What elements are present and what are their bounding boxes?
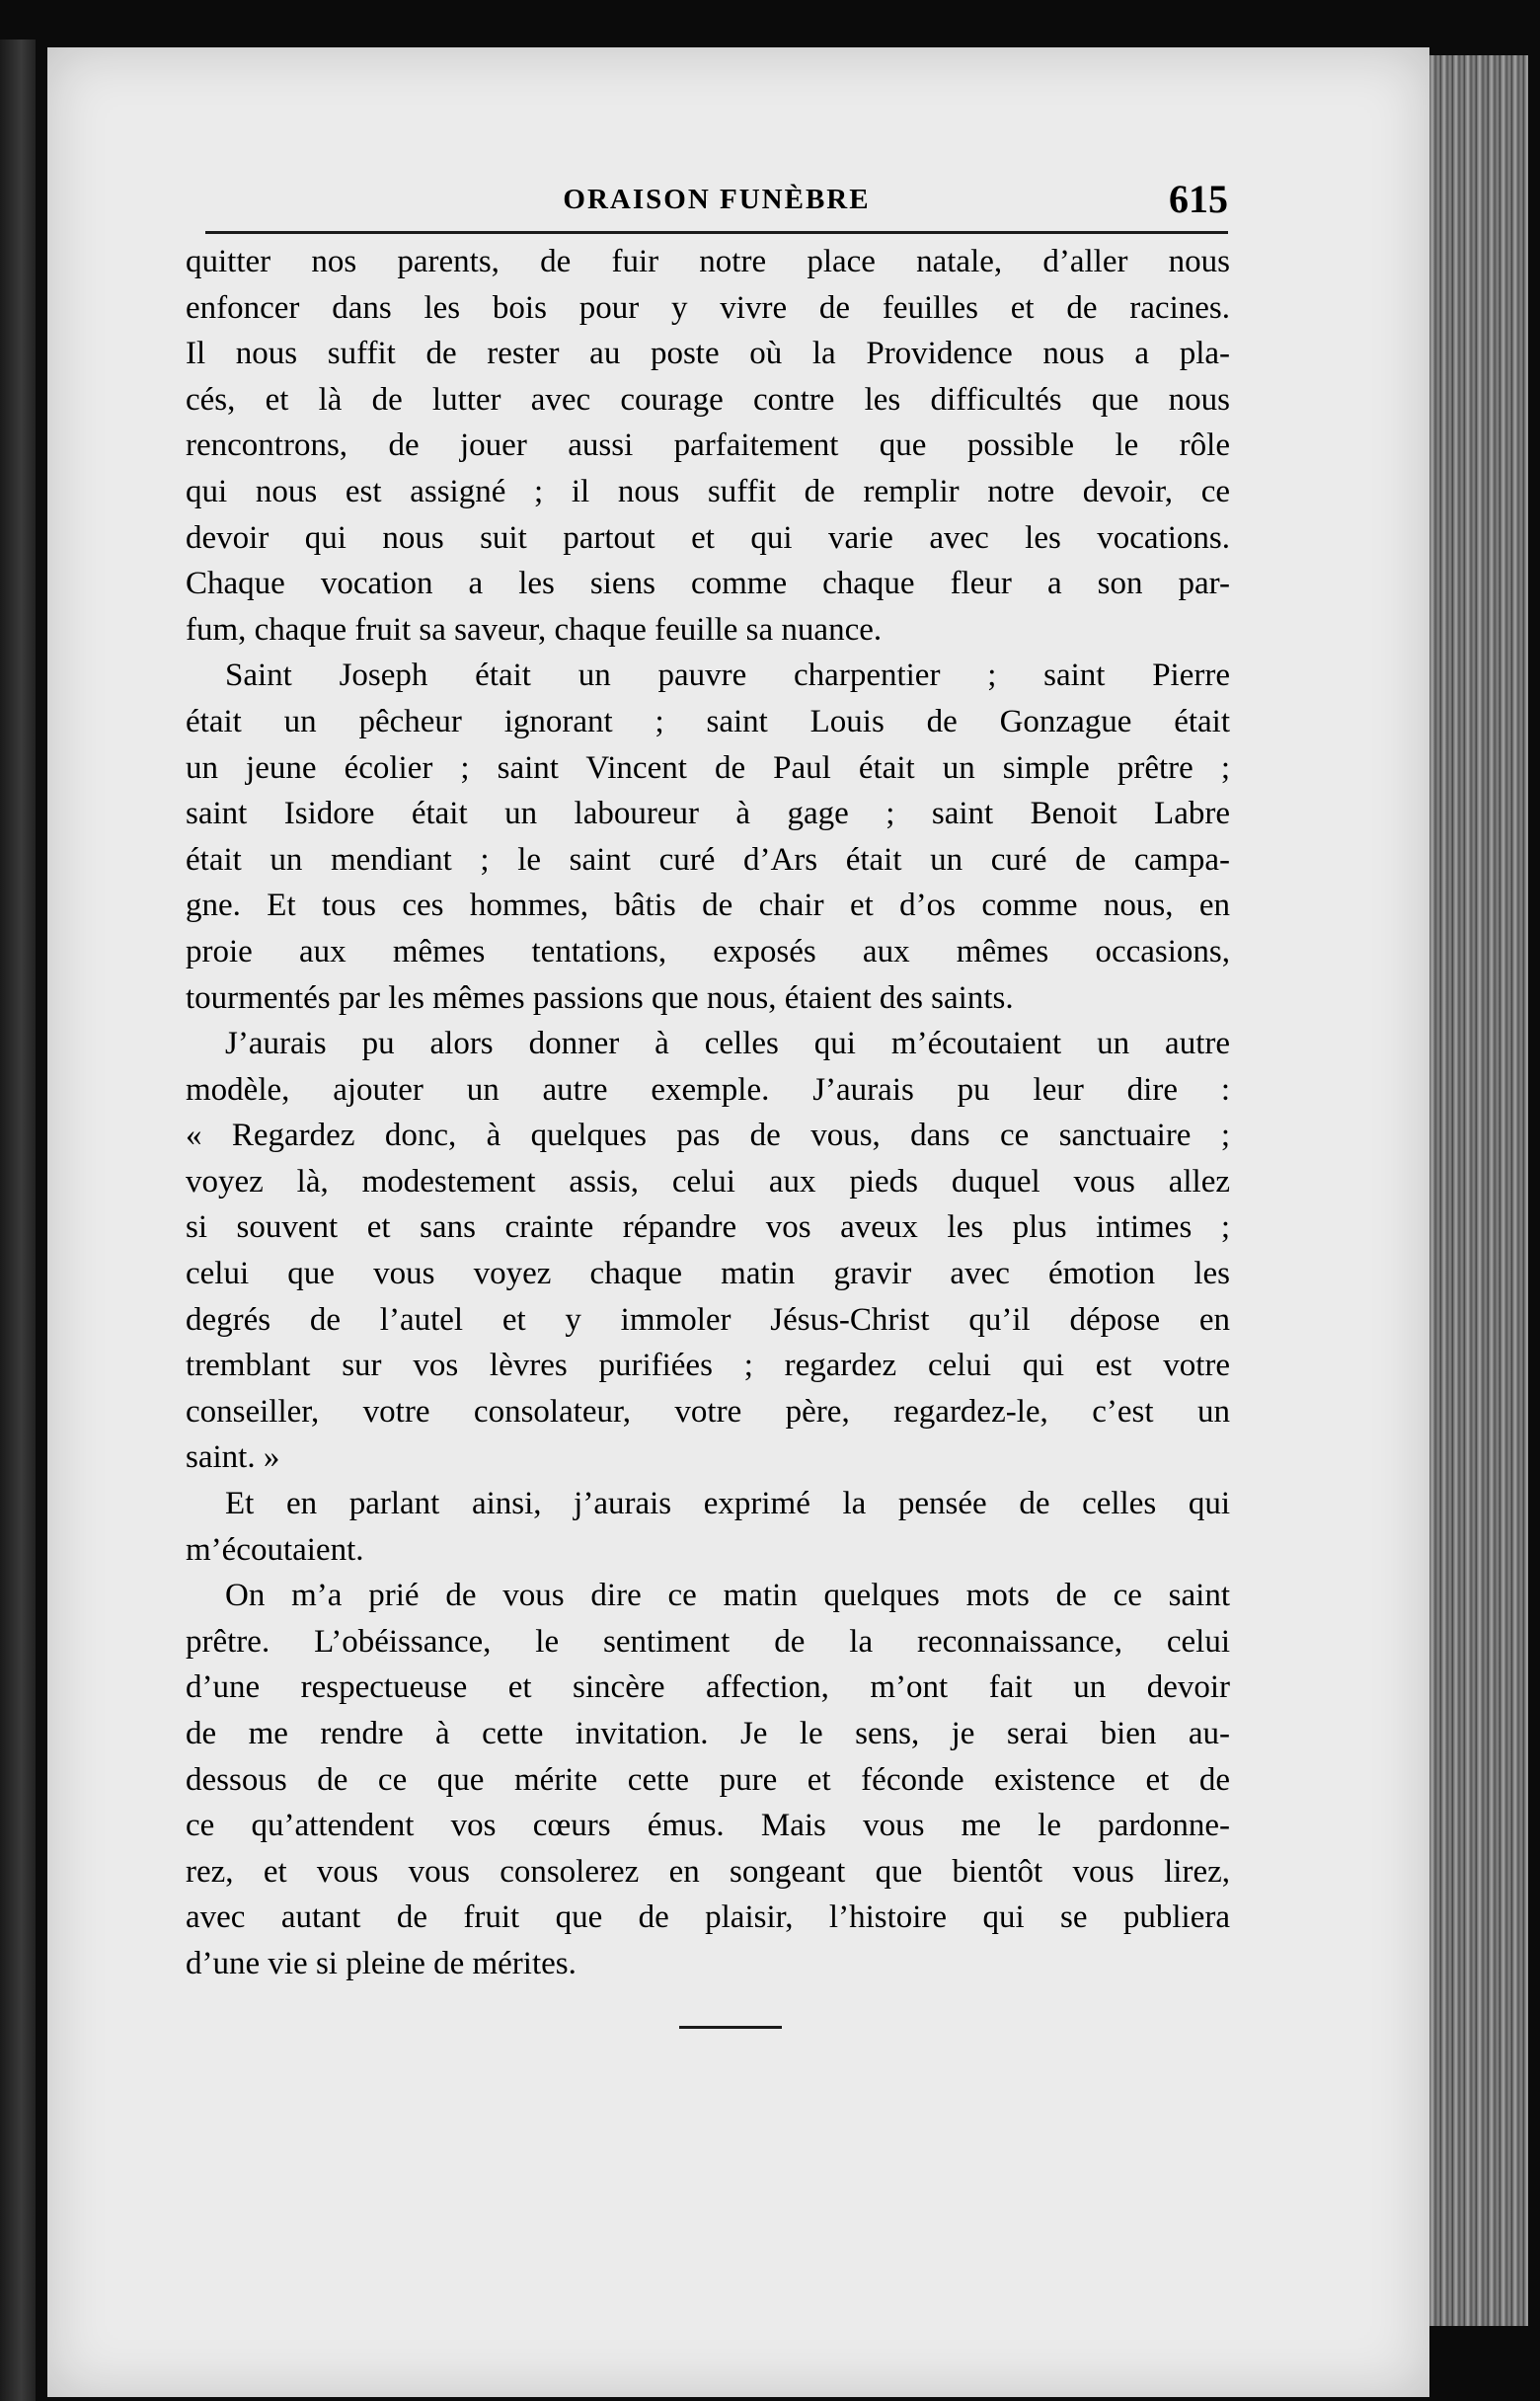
text-line: On m’a prié de vous dire ce matin quelques mots de ce saint <box>225 1578 1230 1614</box>
text-line: si souvent et sans crainte répandre vos aveux les plus intimes ; <box>186 1209 1230 1246</box>
text-line: gne. Et tous ces hommes, bâtis de chair et d’os comme nous, en <box>186 888 1230 924</box>
text-line: voyez là, modestement assis, celui aux pieds duquel vous allez <box>186 1163 1230 1200</box>
book-spine-left <box>0 39 36 2401</box>
text-line: quitter nos parents, de fuir notre place natale, d’aller nous <box>186 244 1230 279</box>
text-line: prêtre. L’obéissance, le sentiment de la reconnaissance, celui <box>186 1623 1230 1660</box>
text-line: Saint Joseph était un pauvre charpentier ; saint Pierre <box>225 658 1230 694</box>
text-line: d’une vie si pleine de mérites. <box>186 1945 577 1981</box>
text-line: proie aux mêmes tentations, exposés aux mêmes occasions, <box>186 933 1230 969</box>
text-line: d’une respectueuse et sincère affection, m’ont fait un devoir <box>186 1669 1230 1706</box>
text-line: Chaque vocation a les siens comme chaque fleur a son par- <box>186 566 1230 602</box>
text-line: fum, chaque fruit sa saveur, chaque feuille sa nuance. <box>186 611 883 648</box>
text-line: degrés de l’autel et y immoler Jésus-Christ qu’il dépose en <box>186 1301 1230 1338</box>
text-line: rencontrons, de jouer aussi parfaitement que possible le rôle <box>186 427 1230 464</box>
text-line: un jeune écolier ; saint Vincent de Paul était un simple prêtre ; <box>186 749 1230 786</box>
text-line: « Regardez donc, à quelques pas de vous, dans ce sanctuaire ; <box>186 1118 1230 1154</box>
text-line: cés, et là de lutter avec courage contre les difficultés que nous <box>186 381 1230 418</box>
text-line: enfoncer dans les bois pour y vivre de feuilles et de racines. <box>186 289 1230 326</box>
text-line: était un pêcheur ignorant ; saint Louis de Gonzague était <box>186 703 1230 739</box>
text-line: Et en parlant ainsi, j’aurais exprimé la pensée de celles qui <box>225 1486 1230 1522</box>
text-line: conseiller, votre consolateur, votre père, regardez-le, c’est un <box>186 1393 1230 1430</box>
body-text <box>186 239 1230 1987</box>
text-line: tremblant sur vos lèvres purifiées ; regardez celui qui est votre <box>186 1348 1230 1384</box>
text-line: m’écoutaient. <box>186 1531 364 1568</box>
text-line: était un mendiant ; le saint curé d’Ars était un curé de campa- <box>186 841 1230 878</box>
running-head <box>205 176 1228 234</box>
text-line: modèle, ajouter un autre exemple. J’aurais pu leur dire : <box>186 1071 1230 1108</box>
text-line: rez, et vous vous consolerez en songeant que bientôt vous lirez, <box>186 1853 1230 1890</box>
text-line: qui nous est assigné ; il nous suffit de remplir notre devoir, ce <box>186 473 1230 509</box>
text-line: celui que vous voyez chaque matin gravir avec émotion les <box>186 1256 1230 1292</box>
end-rule <box>679 2026 782 2029</box>
text-line: Il nous suffit de rester au poste où la Providence nous a pla- <box>186 336 1230 372</box>
running-title: ORAISON FUNÈBRE <box>563 184 871 215</box>
text-line: avec autant de fruit que de plaisir, l’histoire qui se publiera <box>186 1899 1230 1936</box>
text-line: dessous de ce que mérite cette pure et féconde existence et de <box>186 1761 1230 1798</box>
page-edges <box>1429 55 1528 2326</box>
text-line: saint Isidore était un laboureur à gage ; saint Benoit Labre <box>186 796 1230 832</box>
text-line: saint. » <box>186 1439 280 1476</box>
text-line: de me rendre à cette invitation. Je le sens, je serai bien au- <box>186 1716 1230 1751</box>
text-line: tourmentés par les mêmes passions que nous, étaient des saints. <box>186 979 1014 1016</box>
text-line: ce qu’attendent vos cœurs émus. Mais vous me le pardonne- <box>186 1808 1230 1844</box>
text-line: J’aurais pu alors donner à celles qui m’écoutaient un autre <box>225 1026 1230 1062</box>
page-number: 615 <box>1169 177 1228 221</box>
text-line: devoir qui nous suit partout et qui varie avec les vocations. <box>186 519 1230 556</box>
